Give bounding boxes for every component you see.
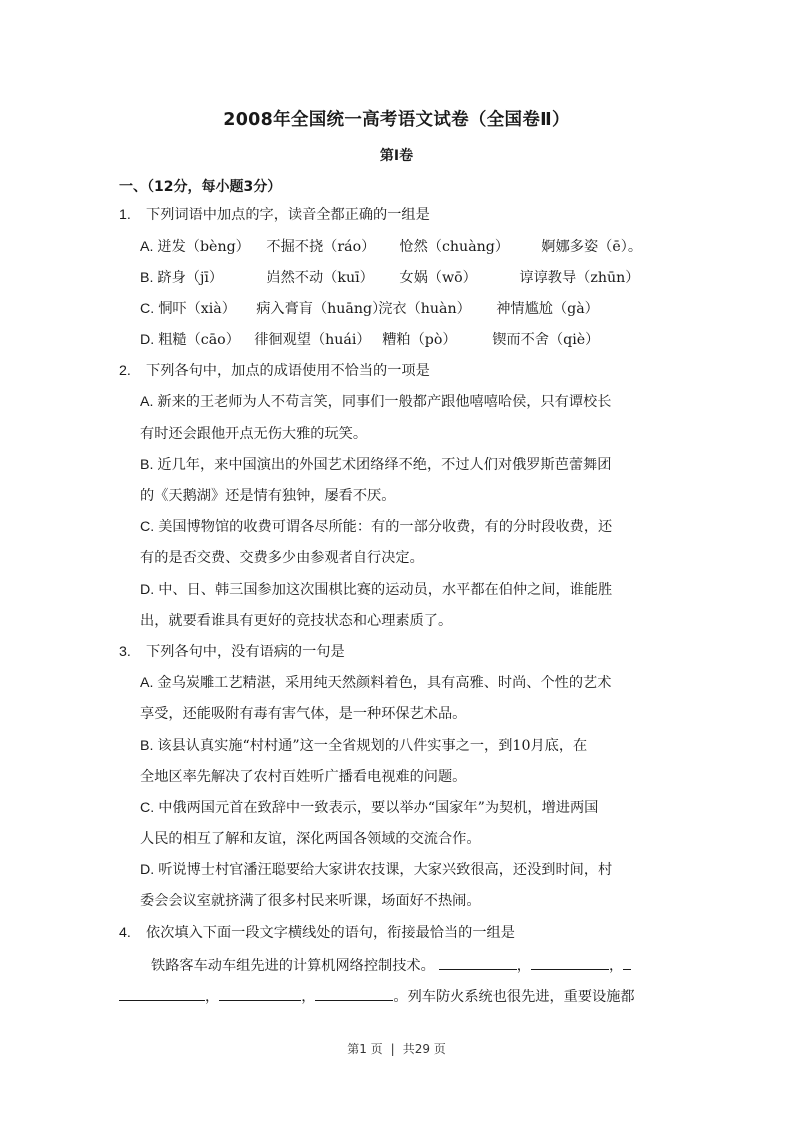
option-label: D. [140, 582, 155, 598]
q1-option-a [140, 237, 642, 257]
option-item: 跻身（jī） [157, 270, 224, 286]
option-label: B. [140, 270, 154, 286]
footer-separator: | [390, 1042, 395, 1056]
option-item: 徘徊观望（huái） [254, 332, 371, 348]
fill-blank-4[interactable] [219, 986, 301, 1001]
q2-option-a-line2: 有时还会跟他开点无伤大雅的玩笑。 [140, 426, 368, 442]
option-item: 病入膏肓（huāng） [256, 301, 387, 317]
comma: ， [516, 958, 531, 974]
option-label: D. [140, 862, 155, 878]
comma: ， [608, 958, 624, 974]
q3-option-b-line2: 全地区率先解决了农村百姓听广播看电视难的问题。 [140, 769, 467, 785]
option-item: 不掘不挠（ráo） [266, 239, 376, 255]
question-4-stem [119, 923, 515, 943]
question-number: 1. [119, 207, 131, 223]
option-label: B. [140, 738, 154, 754]
q1-option-b [140, 268, 639, 288]
option-label: A. [140, 239, 154, 255]
option-item: 神情尴尬（gà） [496, 301, 599, 317]
fill-blank-3-start[interactable] [623, 955, 631, 970]
question-1-stem [119, 205, 430, 225]
option-item: 迸发（bèng） [157, 239, 250, 255]
q3-option-a-line1 [140, 673, 611, 693]
option-item: 粗糙（cāo） [158, 332, 240, 348]
q4-passage-line2 [119, 986, 635, 1007]
q2-option-b-line2: 的《天鹅湖》还是情有独钟，屡看不厌。 [140, 488, 396, 504]
question-number: 4. [119, 925, 131, 941]
section-heading: 一、（12分，每小题3分） [119, 179, 282, 195]
comma: ， [301, 989, 316, 1005]
option-text: 听说博士村官潘汪聪要给大家讲农技课，大家兴致很高，还没到时间，村 [158, 862, 613, 878]
option-item: 怆然（chuàng） [399, 239, 510, 255]
option-item: 谆谆教导（zhūn） [519, 270, 640, 286]
question-text: 下列词语中加点的字，读音全都正确的一组是 [146, 207, 430, 223]
option-label: B. [140, 457, 154, 473]
q2-option-d-line2: 出，就要看谁具有更好的竞技状态和心理素质了。 [140, 613, 453, 629]
question-3-stem [119, 642, 345, 662]
option-item: 糟粕（pò） [382, 332, 457, 348]
current-page: 第1 页 [347, 1042, 383, 1056]
q3-option-d-line2: 委会会议室就挤满了很多村民来听课，场面好不热闹。 [140, 893, 481, 909]
option-text: 新来的王老师为人不苟言笑，同事们一般都产跟他嘻嘻哈侯，只有谭校长 [157, 394, 612, 410]
option-item: 女娲（wō） [399, 270, 477, 286]
option-item: 岿然不动（kuī） [266, 270, 374, 286]
question-number: 3. [119, 644, 131, 660]
q2-option-c-line1 [140, 517, 612, 537]
option-item: 锲而不舍（qiè） [492, 332, 600, 348]
q3-option-c-line1 [140, 798, 598, 818]
q3-option-c-line2: 人民的相互了解和友谊，深化两国各领域的交流合作。 [140, 831, 481, 847]
option-item: 婀娜多姿（ē）。 [541, 239, 643, 255]
q4-passage-line1 [151, 955, 631, 976]
q2-option-a-line1 [140, 392, 611, 412]
q1-option-c [140, 299, 599, 319]
page-footer [0, 1040, 793, 1057]
q3-option-b-line1 [140, 736, 587, 756]
q1-option-d [140, 330, 599, 350]
question-text: 依次填入下面一段文字横线处的语句，衔接最恰当的一组是 [146, 925, 515, 941]
option-text: 中、日、韩三国参加这次围棋比赛的运动员，水平都在伯仲之间，谁能胜 [158, 582, 613, 598]
passage-text: 。列车防火系统也很先进，重要设施都 [393, 989, 635, 1005]
option-label: D. [140, 332, 155, 348]
passage-text: 铁路客车动车组先进的计算机网络控制技术。 [151, 958, 435, 974]
option-label: C. [140, 519, 155, 535]
q2-option-c-line2: 有的是否交费、交费多少由参观者自行决定。 [140, 550, 424, 566]
option-label: A. [140, 394, 154, 410]
comma: ， [205, 989, 220, 1005]
option-item: 浣衣（huàn） [378, 301, 471, 317]
q2-option-b-line1 [140, 455, 611, 475]
q3-option-d-line1 [140, 860, 612, 880]
fill-blank-1[interactable] [439, 955, 517, 970]
option-text: 中俄两国元首在致辞中一致表示，要以举办“国家年”为契机，增进两国 [158, 800, 599, 816]
document-title: 2008年全国统一高考语文试卷（全国卷Ⅱ） [223, 110, 570, 130]
q2-option-d-line1 [140, 580, 612, 600]
option-item: 恫吓（xià） [158, 301, 236, 317]
question-number: 2. [119, 363, 131, 379]
option-text: 金乌炭雕工艺精湛，采用纯天然颜料着色，具有高雅、时尚、个性的艺术 [157, 675, 612, 691]
option-text: 近几年，来中国演出的外国艺术团络绎不绝，不过人们对俄罗斯芭蕾舞团 [157, 457, 612, 473]
option-label: C. [140, 800, 155, 816]
option-text: 该县认真实施“村村通”这一全省规划的八件实事之一，到10月底，在 [157, 738, 588, 754]
option-text: 美国博物馆的收费可谓各尽所能：有的一部分收费，有的分时段收费，还 [158, 519, 613, 535]
fill-blank-5[interactable] [315, 986, 393, 1001]
total-pages: 共29 页 [402, 1042, 446, 1056]
volume-subtitle: 第Ⅰ卷 [379, 148, 414, 164]
q3-option-a-line2: 享受，还能吸附有毒有害气体，是一种环保艺术品。 [140, 706, 467, 722]
question-text: 下列各句中，加点的成语使用不恰当的一项是 [146, 363, 430, 379]
fill-blank-2[interactable] [531, 955, 609, 970]
option-label: A. [140, 675, 154, 691]
option-label: C. [140, 301, 155, 317]
fill-blank-3[interactable] [119, 986, 205, 1001]
question-text: 下列各句中，没有语病的一句是 [146, 644, 345, 660]
question-2-stem [119, 361, 430, 381]
